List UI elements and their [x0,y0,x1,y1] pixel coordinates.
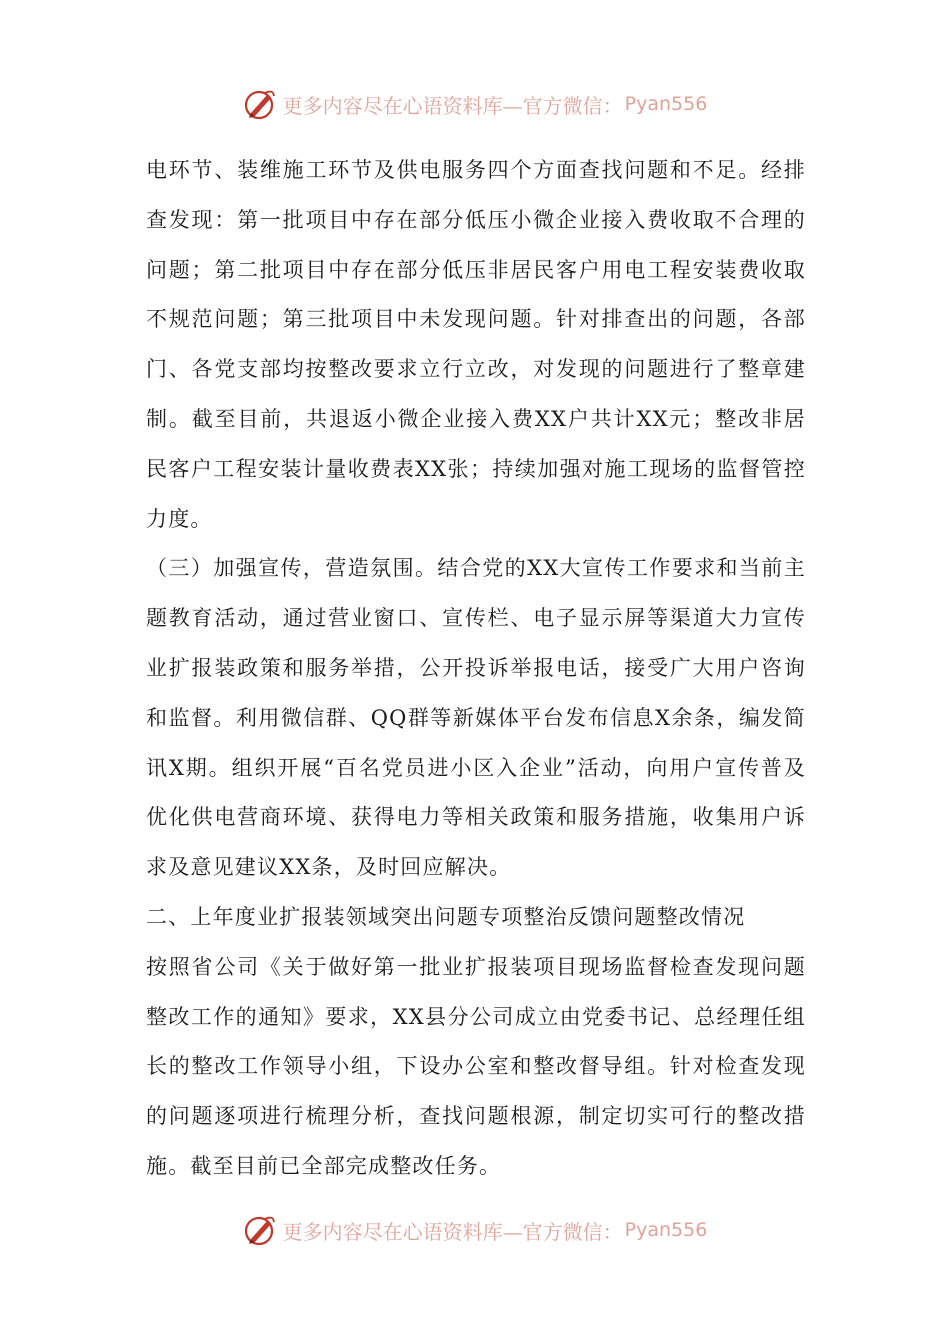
footer-watermark-banner [0,1210,950,1250]
pen-circle-icon [243,1213,277,1247]
wechat-id: Pyan556 [624,93,708,115]
wechat-id: Pyan556 [624,1219,708,1241]
pen-circle-icon [243,87,277,121]
watermark-text: 更多内容尽在心语资料库—官方微信： [282,1219,623,1244]
paragraph: （三）加强宣传，营造氛围。结合党的XX大宣传工作要求和当前主题教育活动，通过营业窗口、宣传栏、电子显示屏等渠道大力宣传业扩报装政策和服务举措，公开投诉举报电话，接受广大用户咨询和监督。利用微信群、QQ群等新媒体平台发布信息X余条，编发简讯X期。组织开展“百名党员进小区入企业”活动，向用户宣传普及优化供电营商环境、获得电力等相关政策和服务措施，收集用户诉求及意见建议XX条，及时回应解决。 [146,556,806,880]
document-body [146,146,806,1192]
section-heading: 二、上年度业扩报装领域突出问题专项整治反馈问题整改情况 [146,904,746,929]
paragraph: 电环节、装维施工环节及供电服务四个方面查找问题和不足。经排查发现：第一批项目中存在部分低压小微企业接入费收取不合理的问题；第二批项目中存在部分低压非居民客户用电工程安装费收取不规范问题；第三批项目中未发现问题。针对排查出的问题，各部门、各党支部均按整改要求立行立改，对发现的问题进行了整章建制。截至目前，共退返小微企业接入费XX户共计XX元；整改非居民客户工程安装计量收费表XX张；持续加强对施工现场的监督管控力度。 [146,158,806,531]
watermark-text: 更多内容尽在心语资料库—官方微信： [282,93,623,118]
header-watermark-banner [0,84,950,124]
paragraph: 按照省公司《关于做好第一批业扩报装项目现场监督检查发现问题整改工作的通知》要求，XX县分公司成立由党委书记、总经理任组长的整改工作领导小组，下设办公室和整改督导组。针对检查发现的问题逐项进行梳理分析，查找问题根源，制定切实可行的整改措施。截至目前已全部完成整改任务。 [146,954,806,1178]
